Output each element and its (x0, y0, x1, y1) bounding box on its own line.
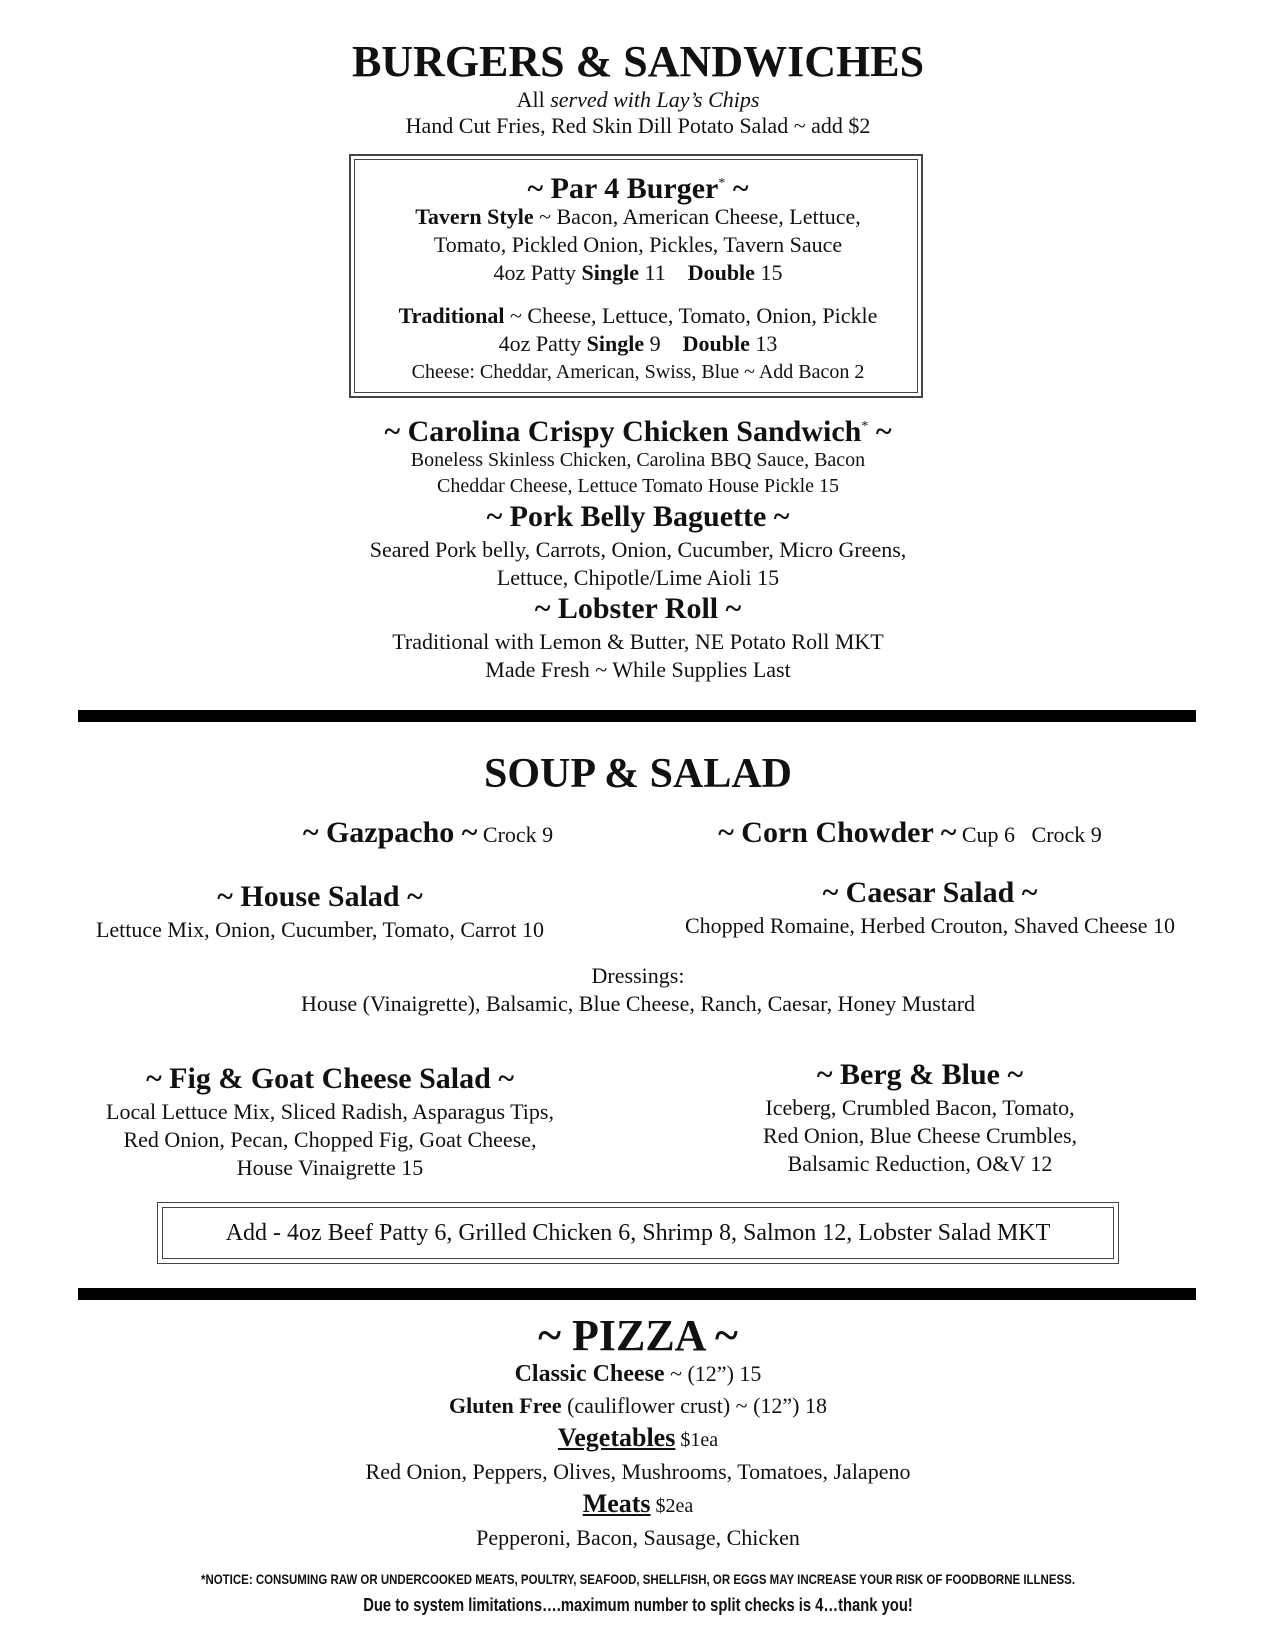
tavern-style-label: Tavern Style (415, 204, 534, 229)
addons-line: Add - 4oz Beef Patty 6, Grilled Chicken 6, Shrimp 8, Salmon 12, Lobster Salad MKT (225, 1220, 1051, 1246)
pork-belly-title: ~ Pork Belly Baguette ~ (486, 500, 790, 533)
trad-single-price: 9 (644, 331, 661, 356)
cheese-options-line: Cheese: Cheddar, American, Swiss, Blue ~ Add Bacon 2 (411, 361, 865, 383)
gazpacho-item (208, 816, 648, 850)
gluten-free-line (0, 1392, 1276, 1420)
traditional-line (0, 302, 1276, 330)
tavern-style-desc-2: Tomato, Pickled Onion, Pickles, Tavern Sauce (433, 232, 843, 257)
served-prefix: All (516, 87, 545, 112)
house-salad-title: ~ House Salad ~ (217, 880, 423, 913)
lobster-roll-desc-2: Made Fresh ~ While Supplies Last (485, 657, 791, 682)
pork-belly-desc-2: Lettuce, Chipotle/Lime Aioli 15 (496, 565, 780, 590)
tavern-style-desc-1: ~ Bacon, American Cheese, Lettuce, (533, 204, 861, 229)
corn-chowder-item (640, 816, 1180, 850)
split-checks-notice: Due to system limitations….maximum number to split checks is 4…thank you! (363, 1595, 913, 1615)
pork-belly-desc-1: Seared Pork belly, Carrots, Onion, Cucumber, Micro Greens, (369, 537, 907, 562)
par4-title-tail: ~ (725, 172, 749, 205)
traditional-patty-line (0, 330, 1276, 358)
corn-chowder-title: ~ Corn Chowder ~ (718, 816, 957, 849)
trad-double-price: 13 (749, 331, 778, 356)
carolina-title-tail: ~ (868, 415, 892, 448)
caesar-salad-desc: Chopped Romaine, Herbed Crouton, Shaved Cheese 10 (684, 913, 1175, 938)
food-safety-notice: *NOTICE: CONSUMING RAW OR UNDERCOOKED MEATS, POULTRY, SEAFOOD, SHELLFISH, OR EGGS MAY INCREASE YOUR RISK OF FOODBORNE ILLNESS. (200, 1571, 1076, 1587)
served-with-line (0, 86, 1276, 114)
meats-label: Meats (582, 1489, 651, 1518)
berg-desc-1: Iceberg, Crumbled Bacon, Tomato, (765, 1095, 1075, 1120)
caesar-salad-title: ~ Caesar Salad ~ (822, 876, 1038, 909)
dressings-label: Dressings: (591, 963, 685, 988)
vegetables-price: $1ea (675, 1429, 719, 1451)
fig-desc-1: Local Lettuce Mix, Sliced Radish, Asparagus Tips, (106, 1099, 554, 1124)
pizza-section-title: ~ PIZZA ~ (538, 1311, 738, 1360)
burgers-section-title: BURGERS & SANDWICHES (351, 37, 925, 86)
tavern-double-label: Double (687, 260, 755, 285)
trad-double-label: Double (682, 331, 750, 356)
berg-desc-3: Balsamic Reduction, O&V 12 (787, 1151, 1053, 1176)
soup-salad-section-title: SOUP & SALAD (483, 751, 793, 797)
tavern-patty: 4oz Patty (493, 260, 582, 285)
trad-patty: 4oz Patty (498, 331, 587, 356)
meats-list: Pepperoni, Bacon, Sausage, Chicken (476, 1525, 800, 1550)
par4-star: * (718, 176, 726, 191)
dressings-list: House (Vinaigrette), Balsamic, Blue Cheese, Ranch, Caesar, Honey Mustard (300, 991, 976, 1016)
classic-cheese-label: Classic Cheese (514, 1361, 665, 1387)
sides-line: Hand Cut Fries, Red Skin Dill Potato Salad ~ add $2 (405, 113, 871, 138)
trad-single-label: Single (586, 331, 645, 356)
gluten-free-rest: (cauliflower crust) ~ (12”) 18 (561, 1393, 828, 1418)
carolina-desc-1: Boneless Skinless Chicken, Carolina BBQ Sauce, Bacon (410, 449, 866, 471)
section-divider-1 (78, 710, 1196, 722)
fig-desc-2: Red Onion, Pecan, Chopped Fig, Goat Cheese, (123, 1127, 537, 1152)
berg-blue-title: ~ Berg & Blue ~ (816, 1058, 1024, 1091)
gluten-free-label: Gluten Free (448, 1393, 562, 1418)
meats-header (0, 1490, 1276, 1520)
traditional-desc: ~ Cheese, Lettuce, Tomato, Onion, Pickle (504, 303, 878, 328)
carolina-chicken-title (0, 410, 1276, 449)
classic-cheese-price: ~ (12”) 15 (664, 1361, 762, 1386)
vegetables-label: Vegetables (557, 1423, 676, 1452)
tavern-double-price: 15 (754, 260, 783, 285)
section-divider-2 (78, 1288, 1196, 1300)
berg-desc-2: Red Onion, Blue Cheese Crumbles, (762, 1123, 1078, 1148)
vegetables-list: Red Onion, Peppers, Olives, Mushrooms, Tomatoes, Jalapeno (365, 1459, 911, 1484)
tavern-single-label: Single (581, 260, 640, 285)
fig-goat-cheese-title: ~ Fig & Goat Cheese Salad ~ (146, 1062, 514, 1095)
par4-title-text: ~ Par 4 Burger (527, 172, 719, 205)
tavern-single-price: 11 (639, 260, 666, 285)
vegetables-header (0, 1424, 1276, 1454)
tavern-patty-line (0, 259, 1276, 287)
gazpacho-title: ~ Gazpacho ~ (302, 816, 478, 849)
lobster-roll-desc-1: Traditional with Lemon & Butter, NE Potato Roll MKT (392, 629, 884, 654)
tavern-style-line (0, 203, 1276, 231)
carolina-desc-2: Cheddar Cheese, Lettuce Tomato House Pickle 15 (436, 475, 839, 497)
gazpacho-price: Crock 9 (477, 822, 554, 847)
meats-price: $2ea (650, 1495, 694, 1517)
traditional-label: Traditional (398, 303, 505, 328)
served-rest: served with Lay’s Chips (550, 87, 760, 112)
carolina-title-text: ~ Carolina Crispy Chicken Sandwich (384, 415, 862, 448)
carolina-star: * (861, 419, 869, 434)
corn-chowder-price: Cup 6 Crock 9 (956, 822, 1102, 847)
fig-desc-3: House Vinaigrette 15 (236, 1155, 424, 1180)
lobster-roll-title: ~ Lobster Roll ~ (534, 592, 742, 625)
par4-burger-title (0, 167, 1276, 206)
classic-cheese-line (0, 1360, 1276, 1388)
house-salad-desc: Lettuce Mix, Onion, Cucumber, Tomato, Carrot 10 (95, 917, 545, 942)
